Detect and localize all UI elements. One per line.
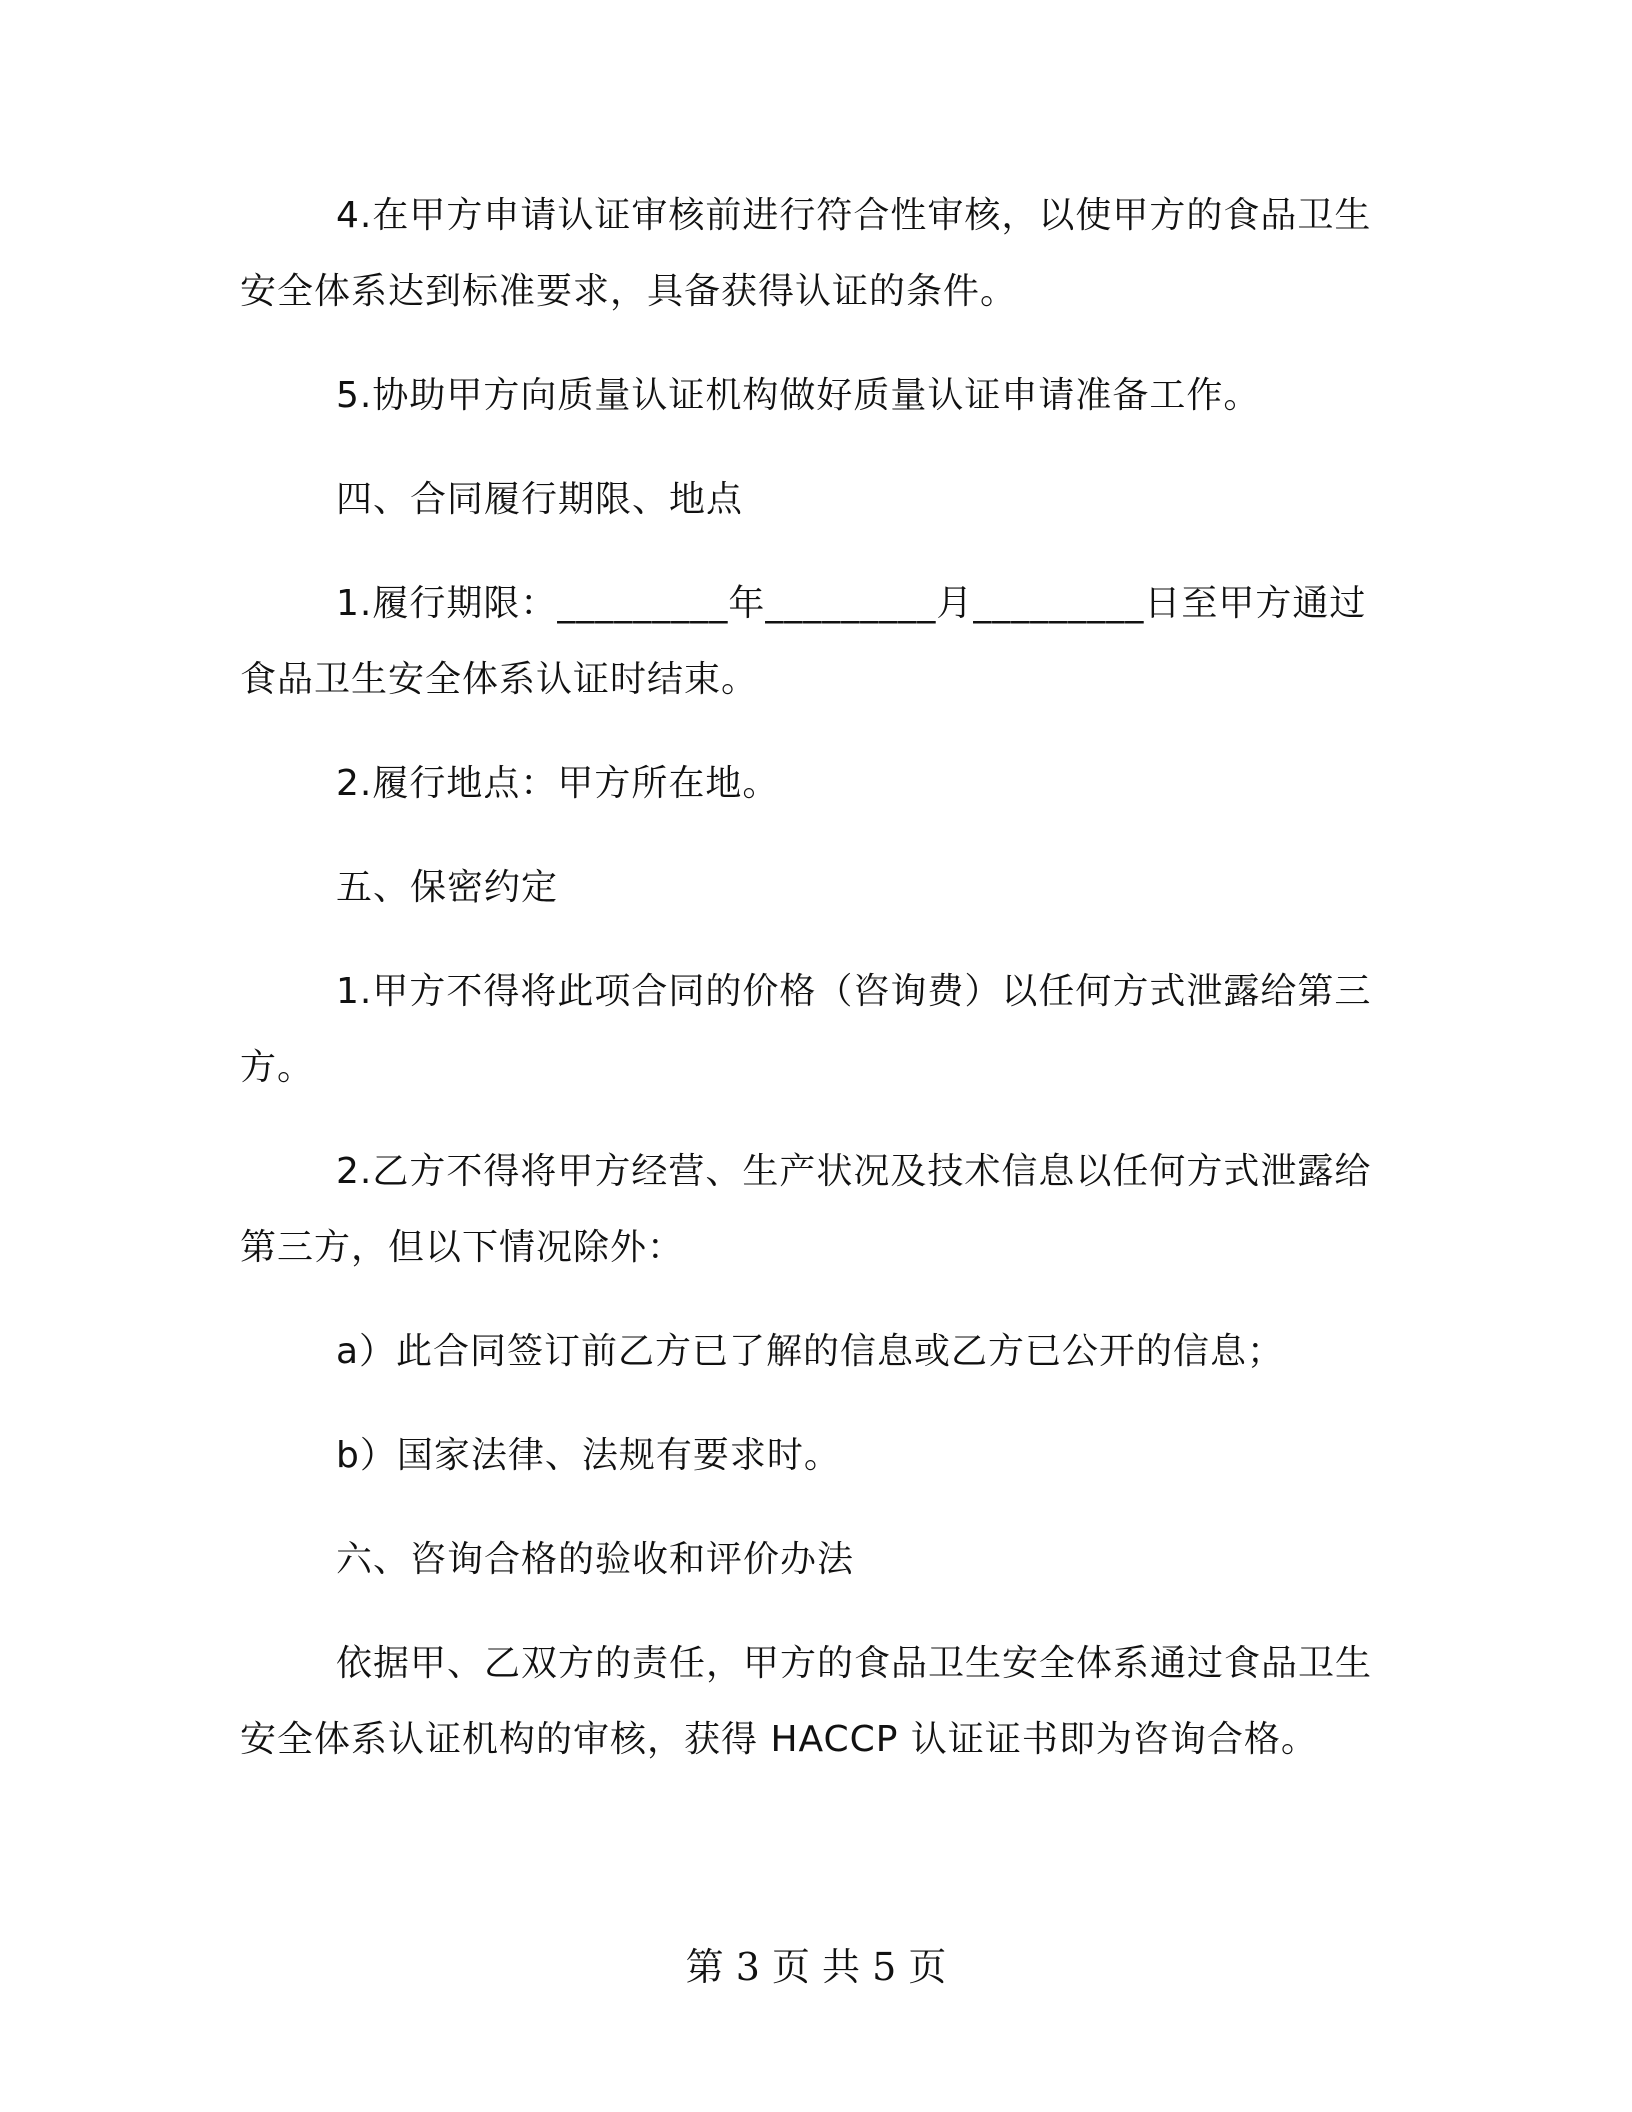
page-number-footer: 第 3 页 共 5 页	[685, 1945, 947, 1989]
clause-performance-place: 2.履行地点：甲方所在地。	[336, 763, 780, 804]
section-heading-term-and-place: 四、合同履行期限、地点	[336, 479, 744, 520]
clause-5-certification-preparation: 5.协助甲方向质量认证机构做好质量认证申请准备工作。	[336, 375, 1261, 416]
exception-a: a）此合同签订前乙方已了解的信息或乙方已公开的信息；	[336, 1331, 1285, 1372]
clause-party-b-confidentiality: 2.乙方不得将甲方经营、生产状况及技术信息以任何方式泄露给第三方，但以下情况除外：	[240, 1151, 1372, 1268]
section-heading-acceptance: 六、咨询合格的验收和评价办法	[336, 1539, 855, 1580]
clause-performance-period: 1.履行期限：_________年_________月_________日至甲方通过食品卫生安全体系认证时结束。	[240, 583, 1367, 700]
clause-acceptance-criteria: 依据甲、乙双方的责任，甲方的食品卫生安全体系通过食品卫生安全体系认证机构的审核，获得 HACCP 认证证书即为咨询合格。	[240, 1643, 1373, 1760]
clause-4-conformity-audit: 4.在甲方申请认证审核前进行符合性审核，以使甲方的食品卫生安全体系达到标准要求，具备获得认证的条件。	[240, 195, 1372, 312]
clause-party-a-confidentiality: 1.甲方不得将此项合同的价格（咨询费）以任何方式泄露给第三方。	[240, 971, 1372, 1088]
section-heading-confidentiality: 五、保密约定	[336, 867, 559, 908]
document-body	[240, 178, 1390, 1806]
exception-b: b）国家法律、法规有要求时。	[336, 1435, 841, 1476]
